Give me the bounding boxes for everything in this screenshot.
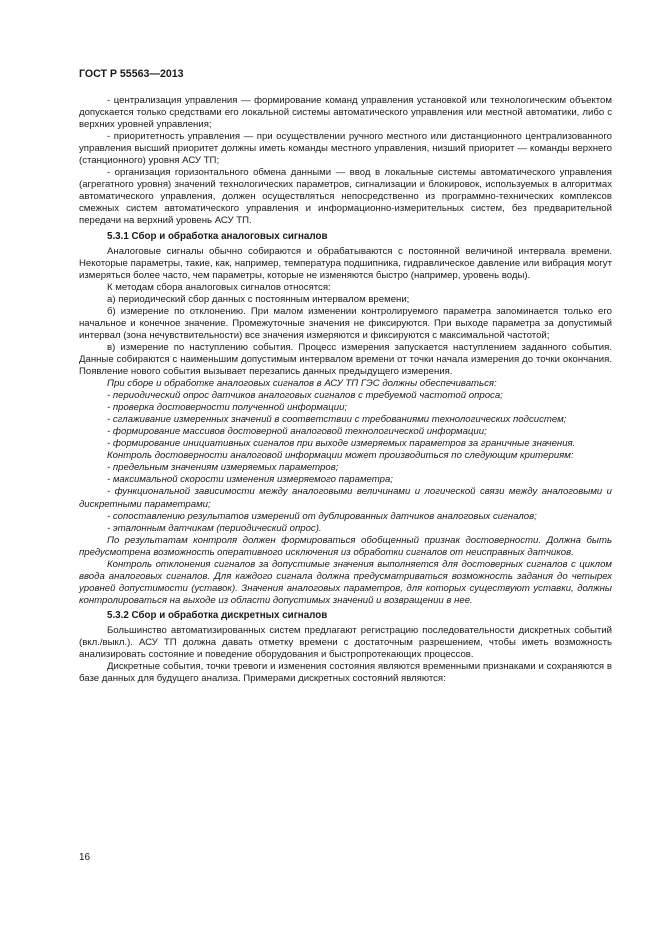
list-item: - приоритетность управления — при осуществлении ручного местного или дистанционного централизованного управления высший приоритет должны иметь команды местного управления, низший приоритет — команды верхнего (станционного) уровня АСУ ТП; <box>79 131 612 167</box>
list-item: - централизация управления — формирование команд управления установкой или технологическим объектом допускается только средствами его локальной системы автоматического управления или местной автоматики, либо с верхних уровней управления; <box>79 95 612 131</box>
list-item: - сглаживание измеренных значений в соответствии с требованиями технологических подсистем; <box>107 414 567 426</box>
list-item: - предельным значениям измеряемых параметров; <box>107 462 339 474</box>
document-body <box>79 95 612 685</box>
section-heading: 5.3.1 Сбор и обработка аналоговых сигналов <box>107 230 328 242</box>
paragraph: Аналоговые сигналы обычно собираются и обрабатываются с постоянной величиной интервала времени. Некоторые параметры, такие, как, например, температура подшипника, гидравлическое давление или вибрация могут измеряться более часто, чем параметры, которые не изменяются быстро (например, уровень воды). <box>79 245 612 281</box>
section-heading: 5.3.2 Сбор и обработка дискретных сигналов <box>107 609 328 621</box>
list-item: - формирование инициативных сигналов при выходе измеряемых параметров за граничные значения. <box>107 438 576 450</box>
paragraph: Большинство автоматизированных систем предлагают регистрацию последовательности дискретных событий (вкл./выкл.). АСУ ТП должна давать отметку времени с достаточным разрешением, чтобы иметь возможность анализировать состояние и поведение оборудования и быстропротекающих процессов. <box>79 624 612 661</box>
list-item: - сопоставлению результатов измерений от дублированных датчиков аналоговых сигналов; <box>107 510 537 522</box>
list-item: - эталонным датчикам (периодический опрос). <box>107 522 322 534</box>
paragraph: При сборе и обработке аналоговых сигналов в АСУ ТП ГЭС должны обеспечиваться: <box>107 378 497 390</box>
paragraph: По результатам контроля должен формироваться обобщенный признак достоверности. Должна быть предусмотрена возможность оперативного исключения из обработки сигналов от неисправных датчиков. <box>79 534 612 558</box>
list-item: б) измерение по отклонению. При малом изменении контролируемого параметра запоминается только его начальное и конечное значение. Промежуточные значения не фиксируются. При выходе параметра за допустимый интервал (зона нечувствительности) все значения измеряются и фиксируются с максимальной частотой; <box>79 305 612 341</box>
list-item: - проверка достоверности полученной информации; <box>107 402 348 414</box>
paragraph: Дискретные события, точки тревоги и изменения состояния являются временными признаками и сохраняются в базе данных для будущего анализа. Примерами дискретных состояний являются: <box>79 661 612 685</box>
paragraph: Контроль отклонения сигналов за допустимые значения выполняется для достоверных сигналов с циклом ввода аналоговых сигналов. Для каждого сигнала должна предусматриваться возможность задания до четырех уровней допустимости (уставок). Значения аналоговых параметров, для которых существуют уставки, должны контролироваться на выходе из области допустимых значений и возвращении в нее. <box>79 558 612 606</box>
list-item: а) периодический сбор данных с постоянным интервалом времени; <box>107 293 410 305</box>
paragraph: К методам сбора аналоговых сигналов относятся: <box>107 281 331 293</box>
document-header: ГОСТ Р 55563—2013 <box>79 68 184 80</box>
list-item: в) измерение по наступлению события. Процесс измерения запускается наступлением заданного события. Данные собираются с наименьшим допустимым интервалом времени от точки начала измерения до точки окончания. Появление нового события вызывает перезапись данных предыдущего измерения. <box>79 341 612 377</box>
list-item: - периодический опрос датчиков аналоговых сигналов с требуемой частотой опроса; <box>107 390 503 402</box>
list-item: - максимальной скорости изменения измеряемого параметра; <box>107 474 393 486</box>
list-item: - функциональной зависимости между аналоговыми величинами и логической связи между аналоговыми и дискретными параметрами; <box>79 486 612 510</box>
page-number: 16 <box>79 852 91 863</box>
list-item: - формирование массивов достоверной аналоговой технологической информации; <box>107 426 487 438</box>
paragraph: Контроль достоверности аналоговой информации может производиться по следующим критериям: <box>107 450 574 462</box>
list-item: - организация горизонтального обмена данными — ввод в локальные системы автоматического управления (агрегатного уровня) значений технологических параметров, сигнализации и блокировок, используемых в алгоритмах автоматического управления, должен осуществляться непосредственно из программно-технических комплексов смежных систем автоматического управления и информационно-измерительных систем, без предварительной передачи на верхний уровень АСУ ТП. <box>79 167 612 227</box>
